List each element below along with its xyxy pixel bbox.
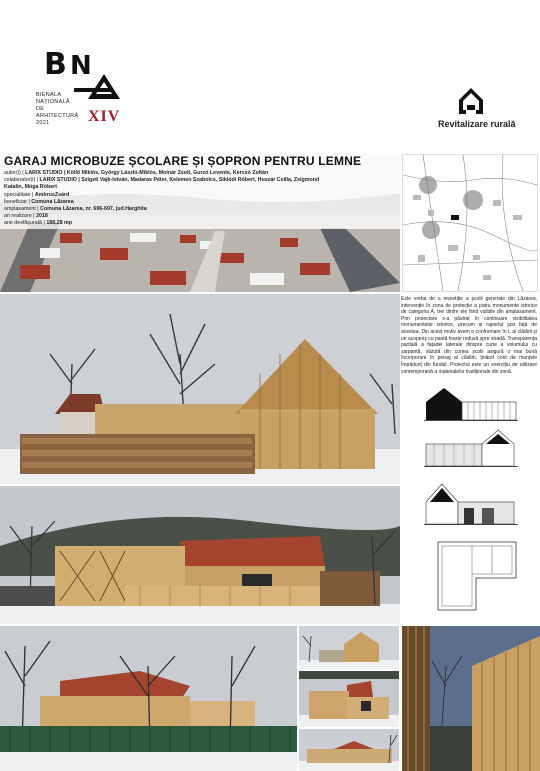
edition-number: XIV — [88, 108, 121, 125]
bottom-photo-right — [402, 626, 540, 771]
second-photo — [0, 486, 400, 624]
logo-subtitle: BIENALA NAȚIONALĂ DE ARHITECTURĂ 2021 — [36, 92, 79, 126]
project-title: GARAJ MICROBUZE ȘCOLARE ȘI ȘOPRON PENTRU LEMNE — [4, 154, 362, 168]
bottom-photo-small-3 — [299, 729, 399, 771]
project-meta — [4, 170, 324, 228]
meta-year: an realizare | 2018 — [4, 213, 48, 220]
meta-authors: autor(i) | LARIX STUDIO | Köllő Miklós, György László-Miklós, Molnár Zsolt, Gurzó Levente, Kercsó Zoltán — [4, 170, 269, 176]
bottom-photo-small-1 — [299, 626, 399, 669]
category-label: Revitalizare rurală — [438, 119, 516, 129]
bottom-photo-small-2 — [299, 671, 399, 727]
elevation-2 — [424, 428, 518, 468]
meta-area: arie desfășurată | 188,28 mp — [4, 220, 72, 227]
meta-collaborators: colaborator(i) | LARIX STUDIO | Szigeti Vajk-István, Madaras Péter, Kelemen Szabolcs, Siklódi Róbert, Huszár Csilla, Zsigmond Katalin, Móga Róbert — [4, 177, 320, 191]
meta-location: amplasament | Comuna Lăzarea, nr. 696-697, jud.Harghita — [4, 206, 147, 213]
meta-specialty: specialitate | AmbrusZsárd — [4, 191, 70, 198]
svg-text:N: N — [70, 51, 92, 81]
main-photo — [0, 294, 400, 484]
floor-plan — [436, 540, 520, 612]
bottom-photo-left — [0, 626, 297, 771]
rural-house-icon — [456, 86, 486, 116]
elevation-3 — [424, 478, 518, 526]
site-plan — [402, 154, 538, 292]
svg-text:B: B — [44, 47, 67, 82]
project-description: Este vorba de o investiție a școlii generale din Lăzarea, intervenție în zona de protecție a patru monumente istorice de categoria A, trei dintre ele fiind vizibile din amplasament. Prin proiectare s-a păstrat în continuare vizibilitatea monumentelor istorice, precum și raportul just față de acestea. Din acest motiv avem o conformare în L al clădirii și un acoperiș cu pantă foarte redusă spre stradă. Transparența parțială a fațadei laterale dinspre curte a volumului cu șarpantă, văzută din curtea școlii asigură o mai bună încorporare în peisaj al clădirii, ținând cont de munțele Împăduriț din fundal. Proiectul este un exercițiu de utilizare contemporană a materialelor tradiționale din zonă. — [401, 296, 537, 375]
meta-client: beneficiar | Comuna Lăzarea — [4, 198, 74, 205]
elevation-1 — [424, 384, 518, 422]
